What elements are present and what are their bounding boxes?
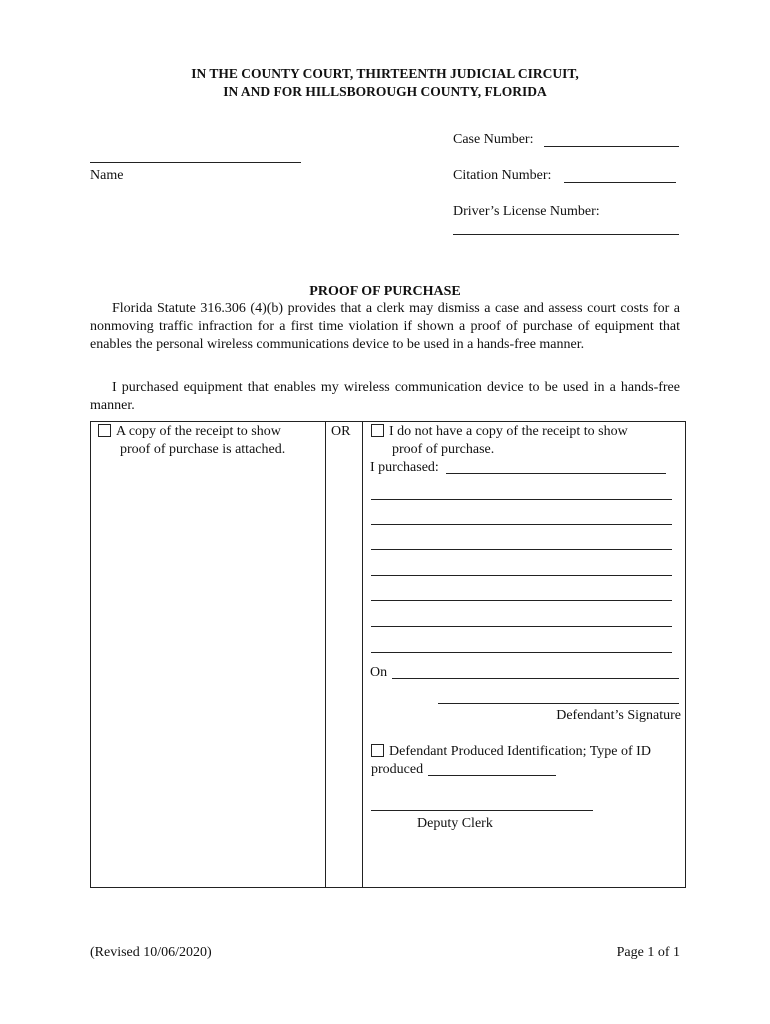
purchase-description-line[interactable] xyxy=(371,626,672,627)
no-receipt-option[interactable] xyxy=(371,423,681,441)
deputy-clerk-signature-field[interactable] xyxy=(371,810,593,811)
citation-number-field[interactable] xyxy=(564,182,676,183)
on-label: On xyxy=(370,665,388,680)
citation-number-label: Citation Number: xyxy=(453,168,552,183)
defendant-signature-field[interactable] xyxy=(438,703,679,704)
form-title: PROOF OF PURCHASE xyxy=(309,284,461,299)
id-produced-option[interactable] xyxy=(371,743,683,761)
purchase-description-line[interactable] xyxy=(371,524,672,525)
statement-paragraph: I purchased equipment that enables my wireless communication device to be used in a hands-free manner. xyxy=(90,380,680,413)
id-produced-checkbox[interactable] xyxy=(371,744,384,757)
no-receipt-checkbox[interactable] xyxy=(371,424,384,437)
case-number-field[interactable] xyxy=(544,146,679,147)
case-number-label: Case Number: xyxy=(453,132,534,147)
id-type-field[interactable] xyxy=(428,775,556,776)
purchase-description-line[interactable] xyxy=(371,499,672,500)
receipt-attached-checkbox[interactable] xyxy=(98,424,111,437)
revised-date: (Revised 10/06/2020) xyxy=(90,945,212,960)
drivers-license-field[interactable] xyxy=(453,234,679,235)
receipt-attached-option[interactable] xyxy=(98,423,322,441)
column-divider-right xyxy=(362,421,363,888)
purchased-label: I purchased: xyxy=(370,460,439,475)
drivers-license-label: Driver’s License Number: xyxy=(453,204,600,219)
purchase-description-line[interactable] xyxy=(371,575,672,576)
purchase-description-line[interactable] xyxy=(371,549,672,550)
page-number: Page 1 of 1 xyxy=(616,945,680,960)
id-produced-line1: Defendant Produced Identification; Type of ID xyxy=(389,744,651,759)
no-receipt-line2: proof of purchase. xyxy=(392,442,495,457)
court-heading-line2: IN AND FOR HILLSBOROUGH COUNTY, FLORIDA xyxy=(223,84,547,99)
no-receipt-line1: I do not have a copy of the receipt to show xyxy=(389,424,628,439)
column-divider-left xyxy=(325,421,326,888)
purchase-description-line[interactable] xyxy=(371,600,672,601)
id-produced-line2: produced xyxy=(371,762,424,777)
purchase-description-line[interactable] xyxy=(371,652,672,653)
or-label: OR xyxy=(331,424,351,439)
receipt-attached-line1: A copy of the receipt to show xyxy=(116,424,281,439)
name-field[interactable] xyxy=(90,162,301,163)
purchased-field[interactable] xyxy=(446,473,666,474)
on-date-field[interactable] xyxy=(392,678,679,679)
options-table xyxy=(90,421,686,888)
court-heading-line1: IN THE COUNTY COURT, THIRTEENTH JUDICIAL CIRCUIT, xyxy=(191,66,579,81)
receipt-attached-line2: proof of purchase is attached. xyxy=(120,442,286,457)
defendant-signature-label: Defendant’s Signature xyxy=(556,708,681,723)
deputy-clerk-label: Deputy Clerk xyxy=(417,816,493,831)
statute-paragraph: Florida Statute 316.306 (4)(b) provides that a clerk may dismiss a case and assess court costs for a nonmoving traffic infraction for a first time violation if shown a proof of purchase of equipment that enables the personal wireless communications device to be used in a hands-free manner. xyxy=(90,301,680,352)
name-label: Name xyxy=(90,168,124,183)
